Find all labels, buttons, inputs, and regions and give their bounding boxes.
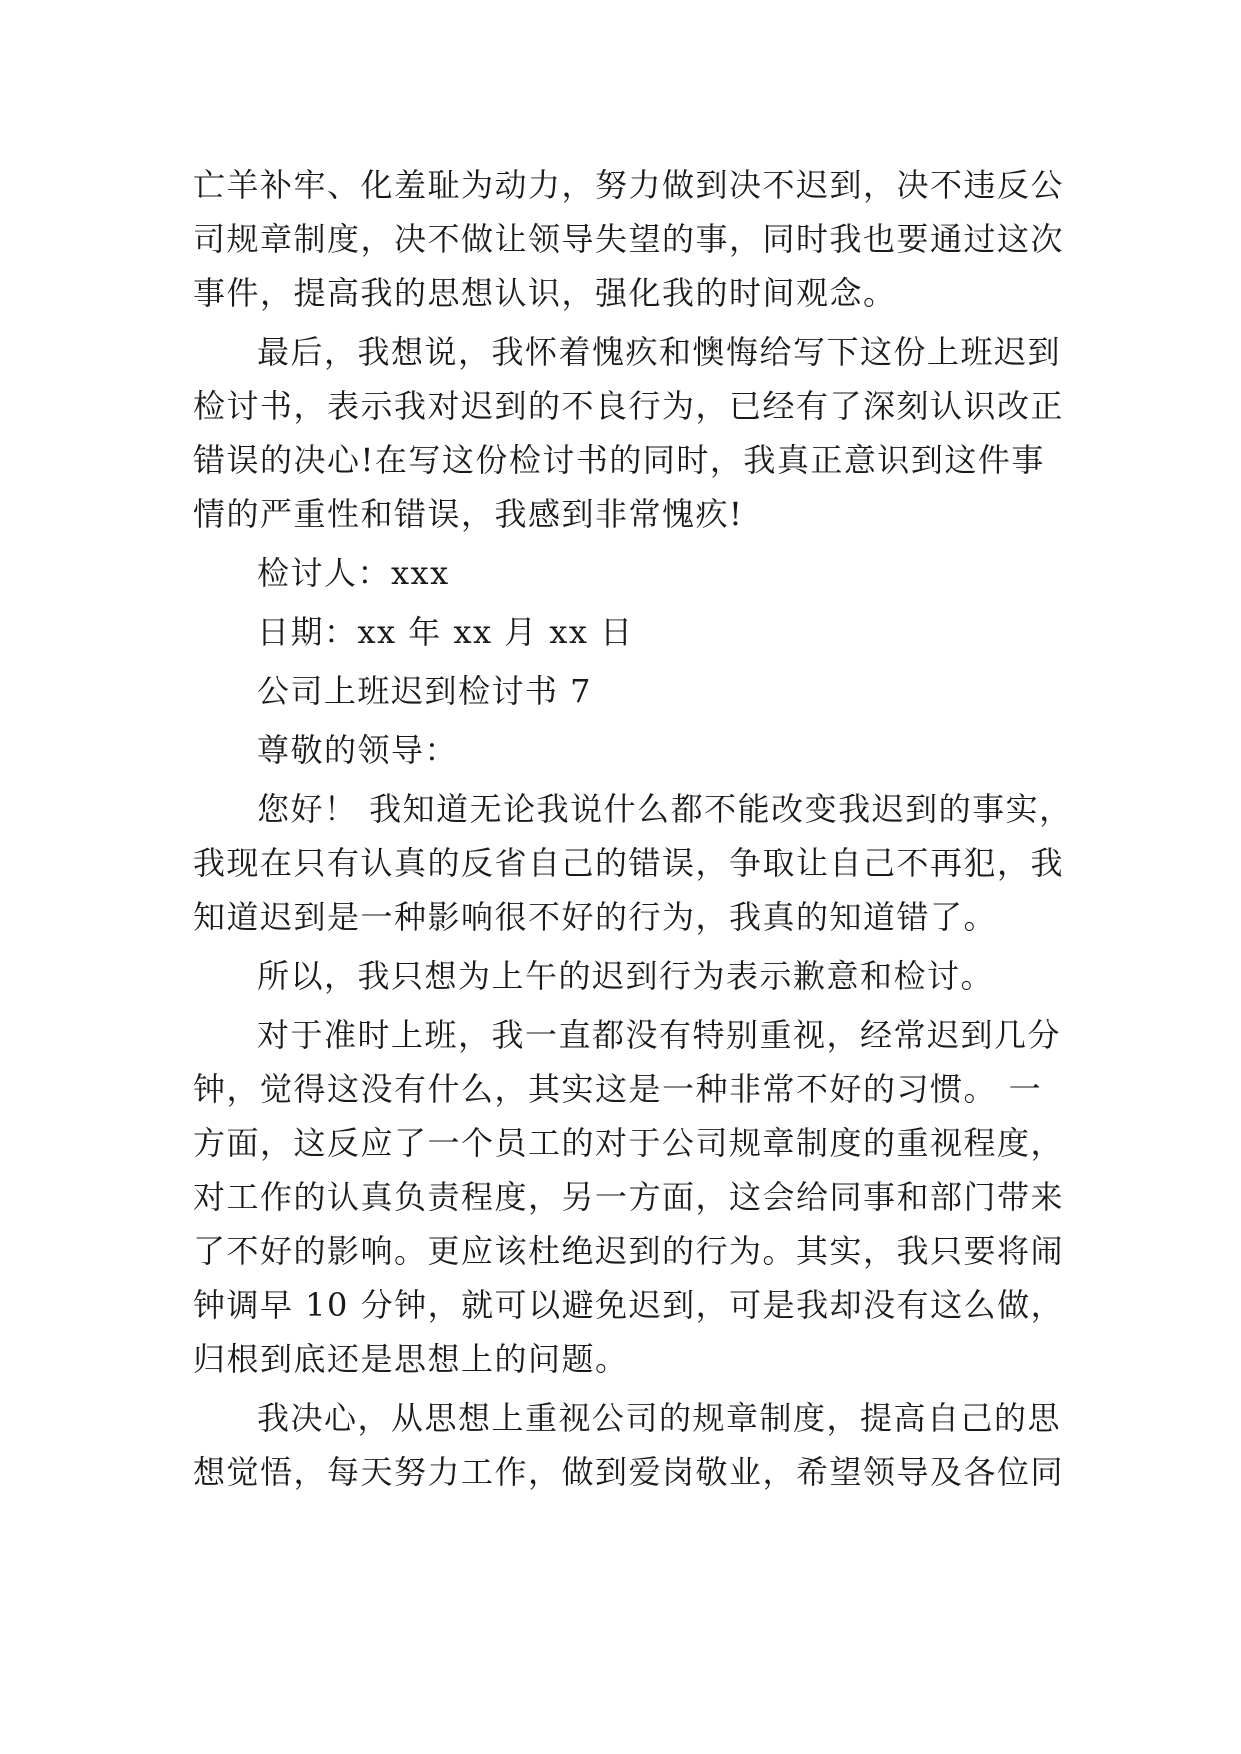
text-line: 错误的决心!在写这份检讨书的同时，我真正意识到这件事: [193, 441, 1045, 479]
text-line: 归根到底还是思想上的问题。: [193, 1340, 629, 1378]
text-line: 我现在只有认真的反省自己的错误，争取让自己不再犯，我: [193, 844, 1065, 882]
document-body: [193, 158, 1073, 1499]
date-line: 日期：xx 年 xx 月 xx 日: [257, 613, 634, 651]
text-line: 司规章制度，决不做让领导失望的事，同时我也要通过这次: [193, 220, 1065, 258]
paragraph-start-line: 对于准时上班，我一直都没有特别重视，经常迟到几分: [257, 1016, 1062, 1054]
paragraph-start-line: 最后，我想说，我怀着愧疚和懊悔给写下这份上班迟到: [257, 333, 1062, 371]
text-line: 检讨书，表示我对迟到的不良行为，已经有了深刻认识改正: [193, 387, 1065, 425]
signer-line: 检讨人：xxx: [257, 554, 450, 592]
text-line: 知道迟到是一种影响很不好的行为，我真的知道错了。: [193, 898, 998, 936]
text-line: 了不好的影响。更应该杜绝迟到的行为。其实，我只要将闹: [193, 1232, 1065, 1270]
paragraph-start-line: 我决心，从思想上重视公司的规章制度，提高自己的思: [257, 1399, 1062, 1437]
section-title: 公司上班迟到检讨书 7: [257, 672, 593, 710]
text-line: 钟调早 10 分钟，就可以避免迟到，可是我却没有这么做，: [193, 1286, 1065, 1324]
text-line: 方面，这反应了一个员工的对于公司规章制度的重视程度，: [193, 1124, 1065, 1162]
text-line: 想觉悟，每天努力工作，做到爱岗敬业，希望领导及各位同: [193, 1453, 1065, 1491]
text-line: 情的严重性和错误，我感到非常愧疚!: [193, 495, 744, 533]
text-line: 对工作的认真负责程度，另一方面，这会给同事和部门带来: [193, 1178, 1065, 1216]
text-line: 钟，觉得这没有什么，其实这是一种非常不好的习惯。 一: [193, 1070, 1043, 1108]
text-line: 事件，提高我的思想认识，强化我的时间观念。: [193, 274, 897, 312]
paragraph-start-line: 所以，我只想为上午的迟到行为表示歉意和检讨。: [257, 957, 995, 995]
paragraph-start-line: 您好！ 我知道无论我说什么都不能改变我迟到的事实，: [257, 790, 1073, 828]
salutation: 尊敬的领导：: [257, 731, 459, 769]
text-line: 亡羊补牢、化羞耻为动力，努力做到决不迟到，决不违反公: [193, 166, 1065, 204]
